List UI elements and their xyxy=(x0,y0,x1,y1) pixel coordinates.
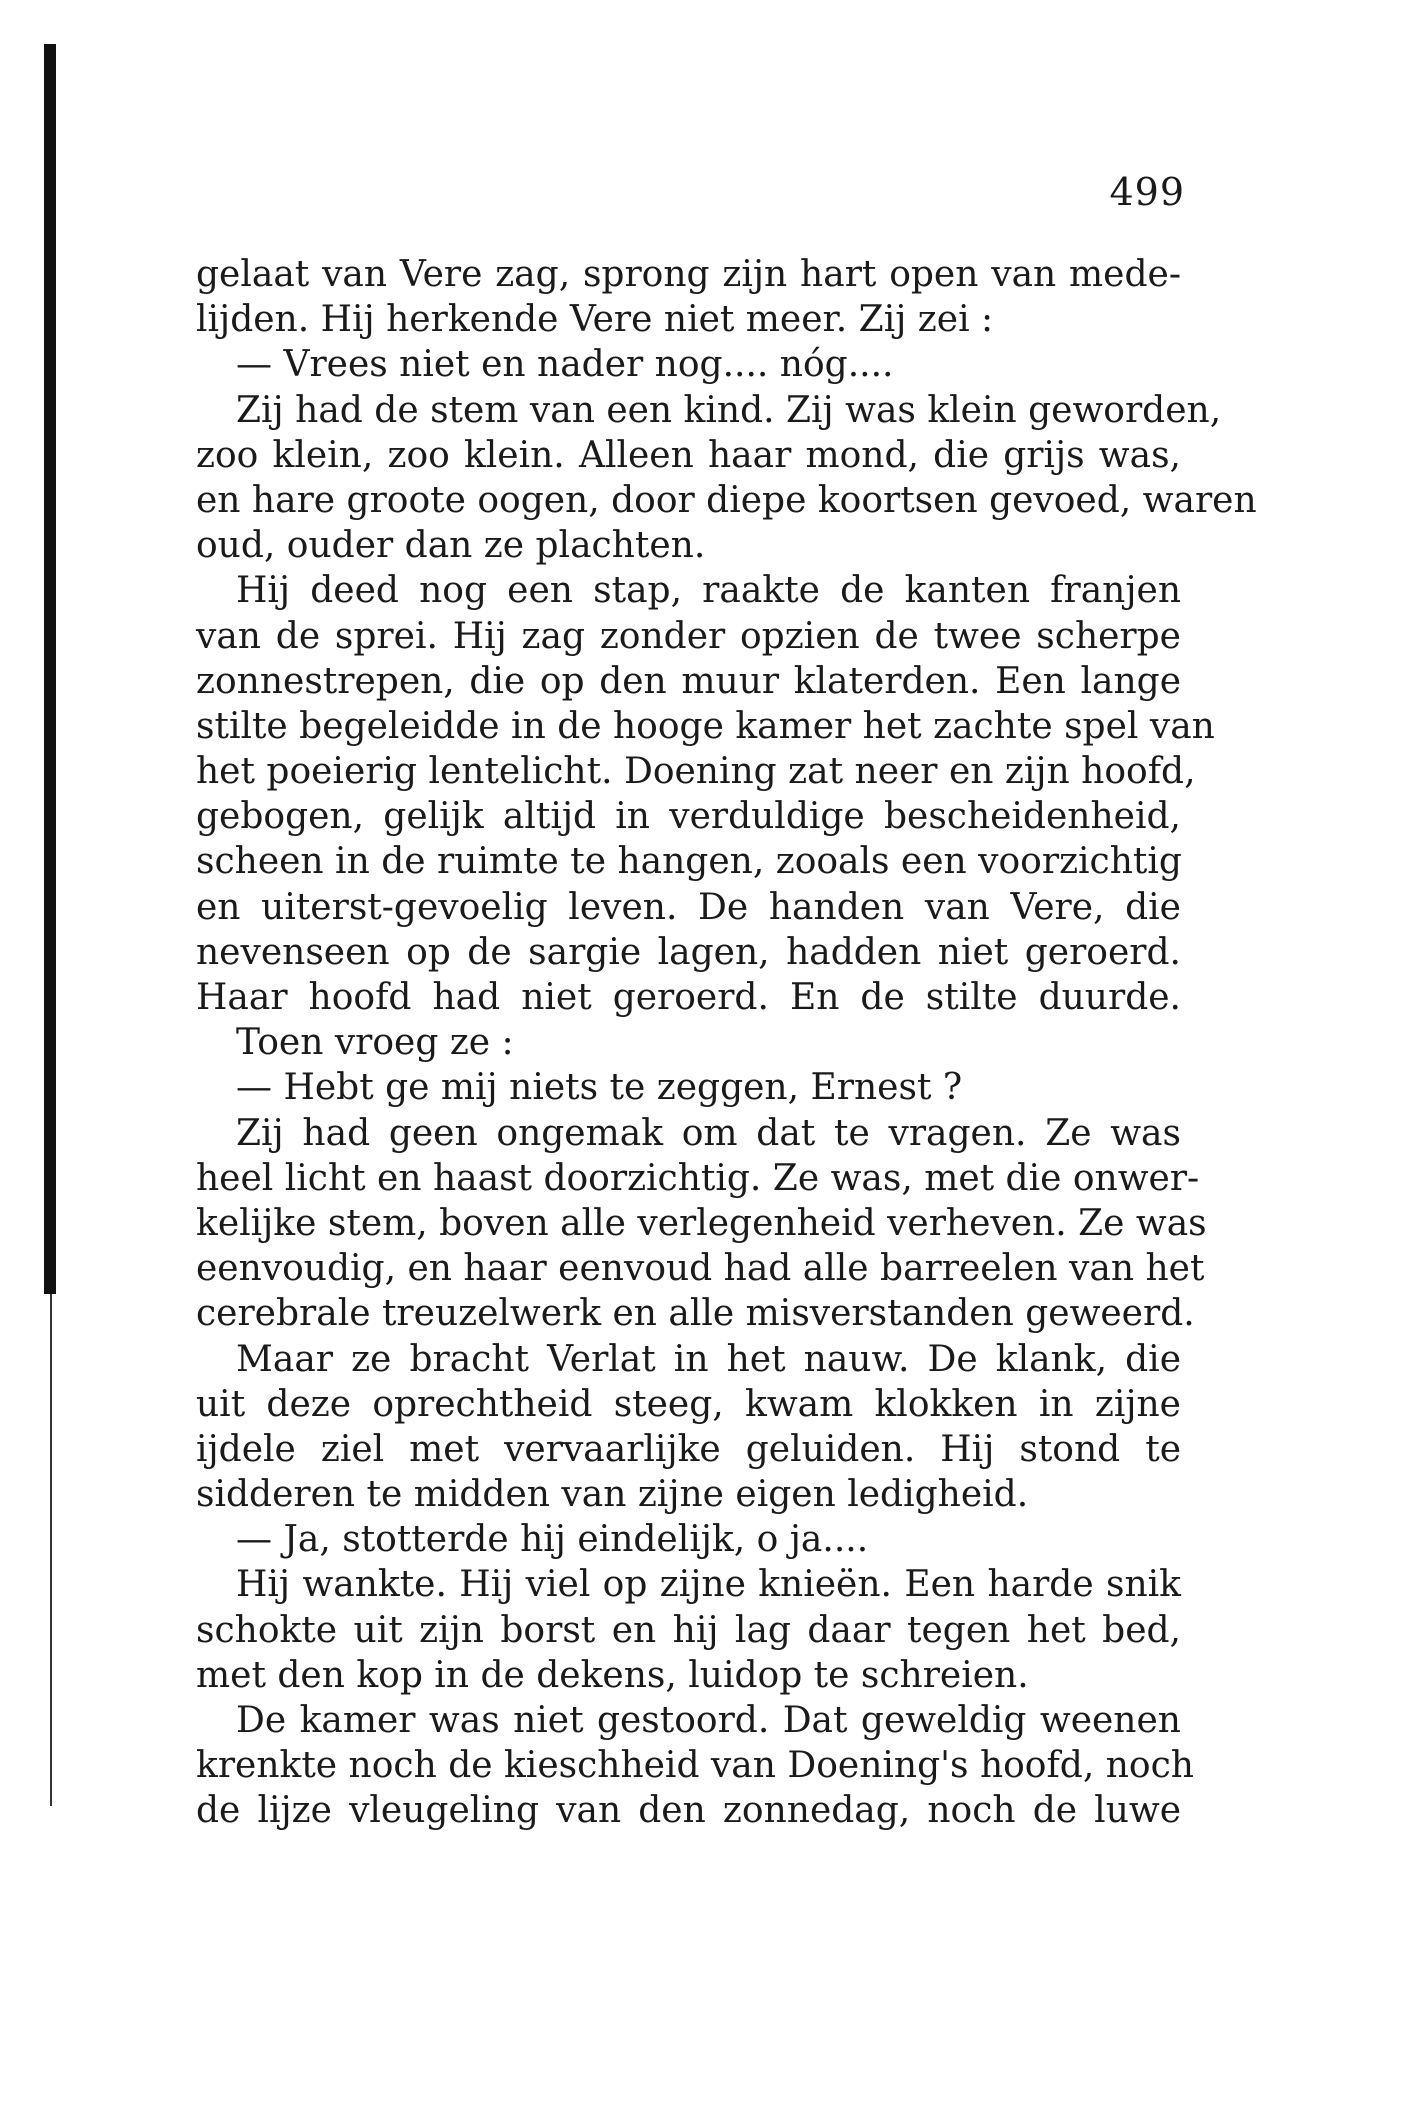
text-line: lijden. Hij herkende Vere niet meer. Zij zei : xyxy=(196,299,994,341)
text-line: zonnestrepen, die op den muur klaterden. Een lange xyxy=(196,660,1181,702)
binding-edge xyxy=(44,44,56,1294)
text-line: met den kop in de dekens, luidop te schreien. xyxy=(196,1654,1029,1696)
text-line: schokte uit zijn borst en hij lag daar tegen het bed, xyxy=(196,1609,1181,1651)
text-line: en uiterst-gevoelig leven. De handen van Vere, die xyxy=(196,886,1181,928)
text-line: heel licht en haast doorzichtig. Ze was, met die onwer- xyxy=(196,1157,1200,1199)
text-line: Zij had geen ongemak om dat te vragen. Ze was xyxy=(236,1112,1181,1154)
text-line: Haar hoofd had niet geroerd. En de stilte duurde. xyxy=(196,977,1181,1018)
text-line: cerebrale treuzelwerk en alle misverstanden geweerd. xyxy=(196,1293,1195,1335)
text-line: — Ja, stotterde hij eindelijk, o ja.... xyxy=(236,1519,869,1561)
text-line: Hij deed nog een stap, raakte de kanten franjen xyxy=(236,570,1181,612)
text-line: uit deze oprechtheid steeg, kwam klokken in zijne xyxy=(196,1383,1181,1425)
text-line: stilte begeleidde in de hooge kamer het zachte spel van xyxy=(196,705,1215,747)
page-number: 499 xyxy=(1109,170,1185,214)
text-line: en hare groote oogen, door diepe koortsen gevoed, waren xyxy=(196,479,1257,521)
text-line: gelaat van Vere zag, sprong zijn hart open van mede- xyxy=(196,254,1181,295)
text-line: kelijke stem, boven alle verlegenheid verheven. Ze was xyxy=(196,1202,1207,1244)
text-line: het poeierig lentelicht. Doening zat neer en zijn hoofd, xyxy=(196,751,1196,793)
body-text xyxy=(196,252,1257,1834)
text-line: eenvoudig, en haar eenvoud had alle barreelen van het xyxy=(196,1248,1205,1290)
text-line: krenkte noch de kieschheid van Doening's hoofd, noch xyxy=(196,1745,1194,1787)
binding-edge-line xyxy=(50,1294,52,1806)
text-line: Maar ze bracht Verlat in het nauw. De klank, die xyxy=(236,1338,1181,1380)
text-line: Toen vroeg ze : xyxy=(236,1022,514,1064)
text-line: De kamer was niet gestoord. Dat geweldig weenen xyxy=(236,1700,1181,1741)
text-line: ijdele ziel met vervaarlijke geluiden. Hij stond te xyxy=(196,1428,1181,1470)
text-line: gebogen, gelijk altijd in verduldige bescheidenheid, xyxy=(196,796,1181,838)
text-line: oud, ouder dan ze plachten. xyxy=(196,525,706,567)
text-line: nevenseen op de sargie lagen, hadden niet geroerd. xyxy=(196,931,1181,973)
text-line: scheen in de ruimte te hangen, zooals een voorzichtig xyxy=(196,841,1182,883)
text-line: de lijze vleugeling van den zonnedag, noch de luwe xyxy=(196,1790,1181,1832)
text-line: — Hebt ge mij niets te zeggen, Ernest ? xyxy=(236,1067,963,1109)
text-line: sidderen te midden van zijne eigen ledigheid. xyxy=(196,1474,1029,1516)
text-line: van de sprei. Hij zag zonder opzien de twee scherpe xyxy=(196,615,1181,657)
text-line: Hij wankte. Hij viel op zijne knieën. Een harde snik xyxy=(236,1564,1181,1606)
text-line: Zij had de stem van een kind. Zij was klein geworden, xyxy=(236,389,1222,431)
text-line: zoo klein, zoo klein. Alleen haar mond, die grijs was, xyxy=(196,434,1181,476)
text-line: — Vrees niet en nader nog.... nóg.... xyxy=(236,344,894,386)
